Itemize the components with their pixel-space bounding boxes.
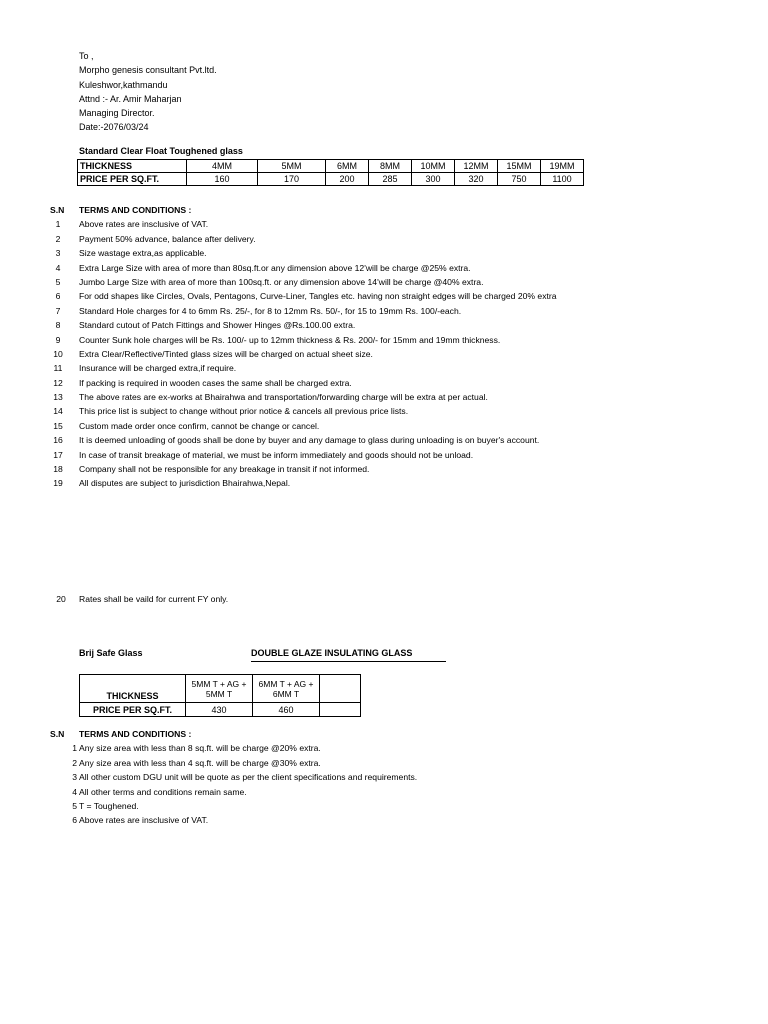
list-item (50, 390, 750, 404)
item-text: Size wastage extra,as applicable. (79, 248, 207, 259)
item-text: Payment 50% advance, balance after delivery. (79, 233, 256, 244)
dgu-title: DOUBLE GLAZE INSULATING GLASS (251, 648, 446, 662)
item-text: Insurance will be charged extra,if require. (79, 363, 237, 374)
item-number: 9 (55, 334, 61, 345)
empty-cell (320, 703, 361, 717)
thickness-row (80, 675, 361, 703)
price-cell: 1100 (541, 173, 584, 186)
item-text: It is deemed unloading of goods shall be done by buyer and any damage to glass during unloading is on buyer's account. (79, 435, 540, 446)
list-item (50, 246, 750, 260)
list-item (50, 318, 750, 332)
thickness-line: 5MM T (205, 688, 233, 699)
item-text: All other custom DGU unit will be quote as per the client specifications and requirements. (79, 772, 418, 783)
empty-cell (320, 675, 361, 703)
address-date: Date:-2076/03/24 (79, 122, 149, 133)
thickness-cell: 19MM (541, 160, 584, 173)
item-text: This price list is subject to change without prior notice & cancels all previous price lists. (79, 406, 409, 417)
item-text: If packing is required in wooden cases the same shall be charged extra. (79, 377, 352, 388)
item-text: Any size area with less than 8 sq.ft. will be charge @20% extra. (79, 743, 321, 754)
terms-header (50, 203, 750, 217)
item-text: Jumbo Large Size with area of more than 100sq.ft. or any dimension above 14'will be charge @40% extra. (79, 276, 484, 287)
list-item (50, 217, 750, 231)
item-text: For odd shapes like Circles, Ovals, Pentagons, Curve-Liner, Tangles etc. having non straight edges will be charged 20% extra (79, 291, 557, 302)
list-item (50, 785, 750, 799)
item-number: 5 (72, 800, 77, 811)
terms-header (50, 727, 750, 741)
list-item (50, 376, 750, 390)
item-text: Counter Sunk hole charges will be Rs. 100/- up to 12mm thickness & Rs. 200/- for 15mm and 19mm thickness. (79, 334, 501, 345)
thickness-line: 5MM T + AG + (191, 678, 247, 689)
item-text: In case of transit breakage of material, we must be inform immediately and goods should not be unload. (79, 449, 474, 460)
item-number: 12 (53, 377, 63, 388)
terms-heading: TERMS AND CONDITIONS : (79, 729, 192, 739)
item-text: Rates shall be vaild for current FY only. (79, 594, 229, 604)
list-item (50, 361, 750, 375)
item-number: 4 (55, 262, 61, 273)
terms-list (50, 203, 750, 491)
dgu-price-table (79, 674, 361, 717)
list-item (50, 756, 750, 770)
item-text: The above rates are ex-works at Bhairahwa and transportation/forwarding charge will be extra at per actual. (79, 392, 488, 403)
item-text: All disputes are subject to jurisdiction Bhairahwa,Nepal. (79, 478, 291, 489)
thickness-cell: 8MM (369, 160, 412, 173)
item-text: Extra Large Size with area of more than 80sq.ft.or any dimension above 12'will be charge @25% extra. (79, 262, 471, 273)
list-item (50, 433, 750, 447)
dgu-terms-list (50, 727, 750, 828)
address-location: Kuleshwor,kathmandu (79, 79, 168, 90)
item-number: 7 (55, 305, 61, 316)
item-number: 2 (72, 757, 77, 768)
price-label: PRICE PER SQ.FT. (78, 173, 187, 186)
item-text: Above rates are insclusive of VAT. (79, 815, 209, 826)
item-text: All other terms and conditions remain same. (79, 786, 247, 797)
item-number: 15 (53, 420, 63, 431)
item-text: Custom made order once confirm, cannot be change or cancel. (79, 420, 320, 431)
thickness-cell: 12MM (455, 160, 498, 173)
thickness-label: THICKNESS (78, 160, 187, 173)
thickness-line: 6MM T + AG + (258, 678, 314, 689)
list-item (50, 275, 750, 289)
terms-heading: TERMS AND CONDITIONS : (79, 205, 192, 215)
address-attention: Attnd :- Ar. Amir Maharjan (79, 93, 182, 104)
price-cell: 170 (258, 173, 326, 186)
price-cell: 200 (326, 173, 369, 186)
item-number: 8 (55, 320, 61, 331)
sn-label: S.N (50, 729, 65, 739)
list-item (50, 289, 750, 303)
item-text: Standard Hole charges for 4 to 6mm Rs. 25/-, for 8 to 12mm Rs. 50/-, for 15 to 19mm Rs. 100/-each. (79, 305, 462, 316)
item-text: Standard cutout of Patch Fittings and Shower Hinges @Rs.100.00 extra. (79, 320, 356, 331)
price-cell: 460 (253, 703, 320, 717)
price-cell: 320 (455, 173, 498, 186)
price-cell: 160 (187, 173, 258, 186)
item-number: 3 (55, 248, 61, 259)
item-number: 2 (55, 233, 61, 244)
price-cell: 300 (412, 173, 455, 186)
thickness-cell: 4MM (187, 160, 258, 173)
list-item (50, 333, 750, 347)
list-item (50, 261, 750, 275)
list-item (50, 347, 750, 361)
price-label: PRICE PER SQ.FT. (80, 703, 186, 717)
item-number: 18 (53, 464, 63, 475)
thickness-cell: 10MM (412, 160, 455, 173)
address-designation: Managing Director. (79, 108, 155, 119)
thickness-cell (253, 675, 320, 703)
item-number: 10 (53, 348, 63, 359)
list-item (50, 404, 750, 418)
list-item (50, 304, 750, 318)
price-cell: 285 (369, 173, 412, 186)
list-item (50, 448, 750, 462)
sn-label: S.N (50, 205, 65, 215)
list-item (50, 770, 750, 784)
item-number: 13 (53, 392, 63, 403)
item-number: 19 (53, 478, 63, 489)
thickness-cell: 15MM (498, 160, 541, 173)
address-company: Morpho genesis consultant Pvt.ltd. (79, 65, 217, 76)
item-number: 6 (72, 815, 77, 826)
thickness-label: THICKNESS (80, 675, 186, 703)
thickness-cell (186, 675, 253, 703)
price-row (80, 703, 361, 717)
thickness-cell: 5MM (258, 160, 326, 173)
price-cell: 430 (186, 703, 253, 717)
item-number: 1 (72, 743, 77, 754)
price-row (78, 173, 584, 186)
item-number: 17 (53, 449, 63, 460)
list-item (50, 476, 750, 490)
item-number: 5 (55, 276, 61, 287)
address-to: To , (79, 51, 94, 61)
item-number: 20 (56, 594, 66, 604)
item-text: Company shall not be responsible for any breakage in transit if not informed. (79, 464, 370, 475)
item-text: Extra Clear/Reflective/Tinted glass sizes will be charged on actual sheet size. (79, 348, 373, 359)
item-number: 1 (55, 219, 61, 230)
price-cell: 750 (498, 173, 541, 186)
item-text: Above rates are insclusive of VAT. (79, 219, 209, 230)
item-number: 3 (72, 772, 77, 783)
list-item (50, 799, 750, 813)
brand-name: Brij Safe Glass (79, 648, 143, 658)
item-text: Any size area with less than 4 sq.ft. will be charge @30% extra. (79, 757, 321, 768)
list-item (50, 232, 750, 246)
item-text: T = Toughened. (79, 800, 139, 811)
thickness-cell: 6MM (326, 160, 369, 173)
thickness-line: 6MM T (272, 688, 300, 699)
item-number: 14 (53, 406, 63, 417)
item-number: 4 (72, 786, 77, 797)
list-item (50, 741, 750, 755)
list-item (50, 462, 750, 476)
thickness-row (78, 160, 584, 173)
list-item (50, 419, 750, 433)
item-number: 6 (55, 291, 61, 302)
list-item (50, 813, 750, 827)
item-number: 16 (53, 435, 63, 446)
item-number: 11 (53, 363, 63, 374)
address-block (79, 49, 217, 135)
table1-title: Standard Clear Float Toughened glass (79, 146, 243, 156)
toughened-price-table (77, 159, 584, 186)
